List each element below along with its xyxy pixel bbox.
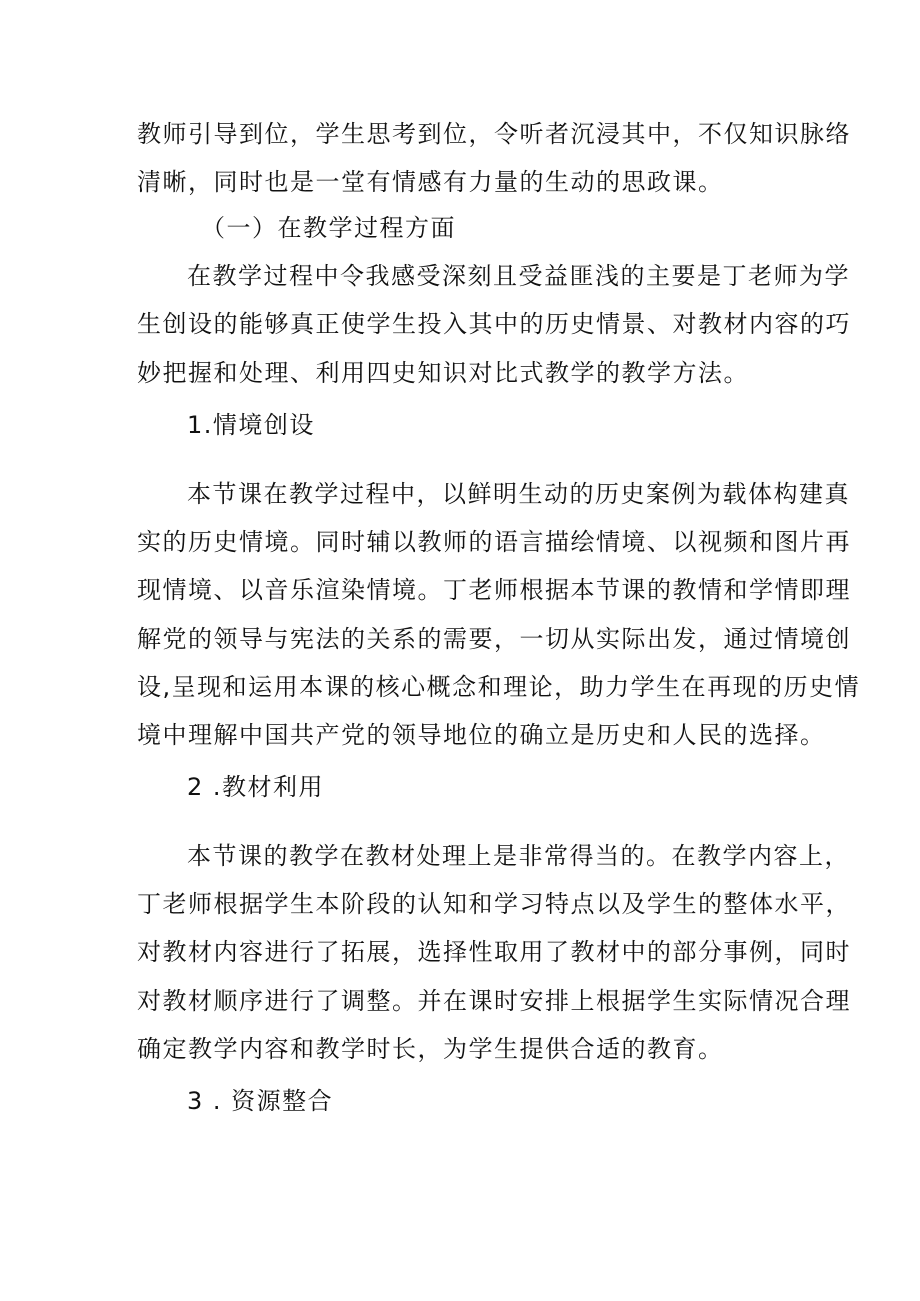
paragraph-4-line-4: 对教材顺序进行了调整。并在课时安排上根据学生实际情况合理 <box>137 987 851 1015</box>
paragraph-2-line-2: 生创设的能够真正使学生投入其中的历史情景、对教材内容的巧 <box>137 310 851 338</box>
paragraph-2-line-3: 妙把握和处理、利用四史知识对比式教学的教学方法。 <box>137 359 749 387</box>
item-3-heading: 3 . 资源整合 <box>187 1087 334 1115</box>
paragraph-1-line-2: 清晰，同时也是一堂有情感有力量的生动的思政课。 <box>137 168 724 196</box>
paragraph-1-line-1: 教师引导到位，学生思考到位，令听者沉浸其中，不仅知识脉络 <box>137 120 851 148</box>
paragraph-3-line-4: 解党的领导与宪法的关系的需要，一切从实际出发，通过情境创 <box>137 625 851 653</box>
paragraph-4-line-2: 丁老师根据学生本阶段的认知和学习特点以及学生的整体水平， <box>137 890 851 918</box>
paragraph-3-line-3: 现情境、以音乐渲染情境。丁老师根据本节课的教情和学情即理 <box>137 576 851 604</box>
paragraph-3-line-1: 本节课在教学过程中，以鲜明生动的历史案例为载体构建真 <box>187 480 850 508</box>
item-1-heading: 1.情境创设 <box>187 411 315 439</box>
item-2-heading: 2 .教材利用 <box>187 773 325 801</box>
paragraph-4-line-3: 对教材内容进行了拓展，选择性取用了教材中的部分事例，同时 <box>137 938 851 966</box>
paragraph-3-line-2: 实的历史情境。同时辅以教师的语言描绘情境、以视频和图片再 <box>137 528 851 556</box>
section-heading: （一）在教学过程方面 <box>201 214 456 242</box>
paragraph-4-line-1: 本节课的教学在教材处理上是非常得当的。在教学内容上， <box>187 842 850 870</box>
paragraph-2-line-1: 在教学过程中令我感受深刻且受益匪浅的主要是丁老师为学 <box>187 262 850 290</box>
paragraph-3-line-6: 境中理解中国共产党的领导地位的确立是历史和人民的选择。 <box>137 721 826 749</box>
paragraph-4-line-5: 确定教学内容和教学时长，为学生提供合适的教育。 <box>137 1035 724 1063</box>
paragraph-3-line-5: 设,呈现和运用本课的核心概念和理论，助力学生在再现的历史情 <box>137 673 861 701</box>
